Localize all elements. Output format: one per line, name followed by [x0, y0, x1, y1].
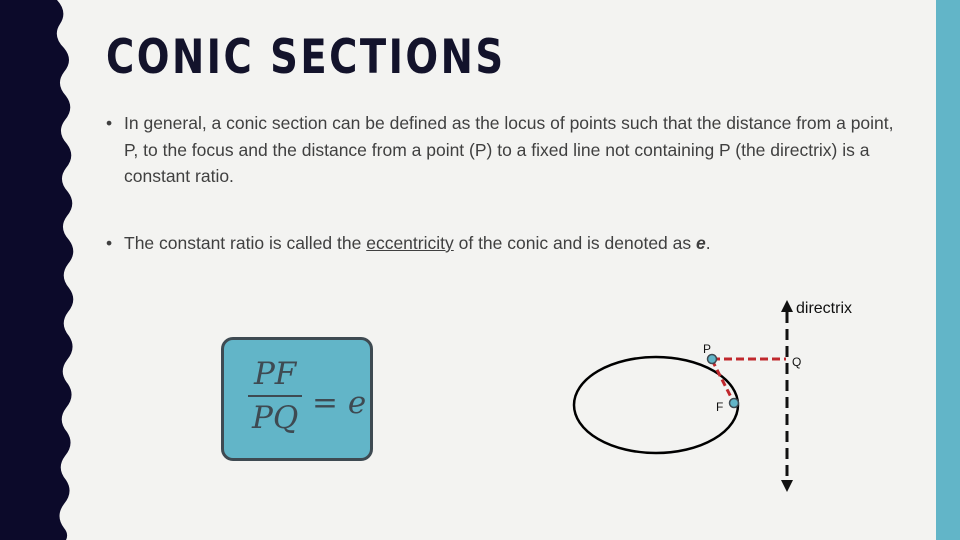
segment-pf	[712, 360, 734, 403]
bullet-eccentricity-text-start: The constant ratio is called the	[124, 233, 367, 253]
right-accent-band	[936, 0, 960, 540]
left-decorative-band	[0, 0, 80, 540]
formula-equals-sign: =	[312, 385, 338, 421]
bullet-marker: •	[106, 233, 113, 253]
eccentricity-term: eccentricity	[366, 233, 454, 253]
slide-title: CONIC SECTIONS	[106, 30, 506, 85]
formula-numerator: PF	[248, 356, 302, 397]
directrix-label: directrix	[796, 300, 853, 317]
bullet-eccentricity-text	[124, 230, 906, 257]
bullet-definition	[106, 110, 906, 190]
eccentricity-formula-box	[221, 337, 373, 461]
point-q-label: Q	[792, 355, 802, 369]
directrix-arrow-down-icon	[781, 480, 793, 492]
formula-fraction	[248, 356, 302, 436]
bullet-eccentricity-text-end: .	[705, 233, 711, 253]
focus-label: F	[716, 400, 724, 414]
ellipse-curve	[574, 357, 738, 453]
point-p-label: P	[703, 342, 712, 356]
bullet-definition-text: In general, a conic section can be defined as the locus of points such that the distance from a point, P, to the focus and the distance from a point (P) to a fixed line not containing P (the directrix) is a constant ratio.	[124, 113, 894, 186]
formula-result: e	[347, 385, 367, 421]
bullet-marker: •	[106, 113, 113, 133]
directrix-arrow-up-icon	[781, 300, 793, 312]
bullet-eccentricity	[106, 230, 906, 257]
bullet-eccentricity-text-middle: of the conic and is denoted as	[453, 233, 696, 253]
conic-diagram	[560, 290, 880, 500]
eccentricity-symbol: e	[696, 233, 706, 253]
point-f	[730, 399, 739, 408]
formula-denominator: PQ	[252, 400, 299, 436]
formula-equals-e	[312, 385, 366, 421]
